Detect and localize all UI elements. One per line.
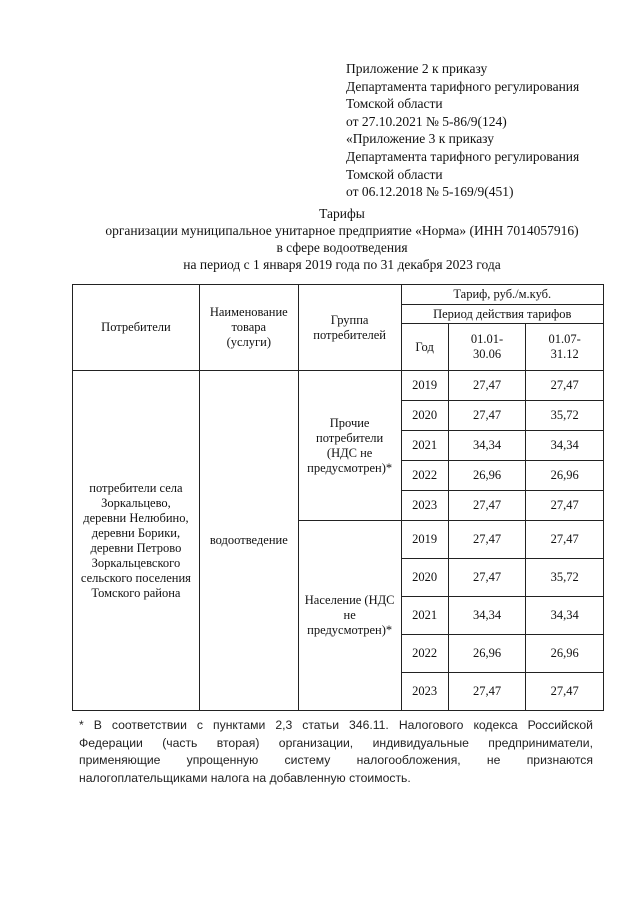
tariff-h1-cell: 27,47: [448, 521, 526, 559]
appendix-line: Томской области: [346, 166, 443, 182]
tariff-h1-cell: 27,47: [448, 559, 526, 597]
year-cell: 2023: [401, 673, 448, 711]
tariff-h2-cell: 26,96: [526, 635, 604, 673]
tariff-h1-cell: 27,47: [448, 401, 526, 431]
header-period: Период действия тарифов: [401, 305, 603, 324]
footnote-line: Федерации (часть вторая) организации, индивидуальные предприниматели,: [79, 735, 593, 750]
tariff-h2-cell: 27,47: [526, 673, 604, 711]
year-cell: 2019: [401, 371, 448, 401]
tariff-h1-cell: 34,34: [448, 597, 526, 635]
appendix-line: от 06.12.2018 № 5-169/9(451): [346, 184, 514, 200]
appendix-line: от 27.10.2021 № 5-86/9(124): [346, 113, 507, 129]
tariff-h1-cell: 27,47: [448, 673, 526, 711]
tariff-h2-cell: 35,72: [526, 559, 604, 597]
group-population: Население (НДС не предусмотрен)*: [298, 521, 401, 711]
appendix-line: Томской области: [346, 96, 443, 112]
service-cell: водоотведение: [199, 371, 298, 711]
year-cell: 2022: [401, 461, 448, 491]
header-service-name: Наименование товара (услуги): [199, 285, 298, 371]
tariff-h1-cell: 34,34: [448, 431, 526, 461]
tariff-h1-cell: 27,47: [448, 491, 526, 521]
year-cell: 2020: [401, 559, 448, 597]
year-cell: 2021: [401, 597, 448, 635]
header-consumers: Потребители: [73, 285, 200, 371]
header-year: Год: [401, 324, 448, 371]
footnote-line: налогоплательщиками налога на добавленную стоимость.: [79, 770, 411, 785]
document-title: [60, 205, 624, 273]
tariff-h2-cell: 34,34: [526, 431, 604, 461]
tariff-h1-cell: 27,47: [448, 371, 526, 401]
tariff-h2-cell: 27,47: [526, 491, 604, 521]
title-line: в сфере водоотведения: [276, 240, 408, 255]
appendix-line: «Приложение 3 к приказу: [346, 131, 494, 147]
appendix-block: [346, 60, 626, 201]
appendix-line: Департамента тарифного регулирования: [346, 148, 580, 164]
title-line: организации муниципальное унитарное предприятие «Норма» (ИНН 7014057916): [105, 223, 579, 238]
tariff-h2-cell: 27,47: [526, 371, 604, 401]
year-cell: 2023: [401, 491, 448, 521]
title-line: Тарифы: [319, 206, 365, 221]
tariff-h1-cell: 26,96: [448, 461, 526, 491]
appendix-line: Приложение 2 к приказу: [346, 61, 488, 76]
group-other-consumers: Прочие потребители (НДС не предусмотрен)*: [298, 371, 401, 521]
tariff-h2-cell: 26,96: [526, 461, 604, 491]
year-cell: 2019: [401, 521, 448, 559]
tariff-table: [72, 284, 604, 711]
footnote: [79, 717, 593, 787]
title-line: на период с 1 января 2019 года по 31 декабря 2023 года: [183, 257, 501, 272]
consumers-cell: потребители села Зоркальцево, деревни Нелюбино, деревни Борики, деревни Петрово Зоркальцевского сельского поселения Томского района: [73, 371, 200, 711]
appendix-line: Департамента тарифного регулирования: [346, 78, 580, 94]
header-first-half: 01.01-30.06: [448, 324, 526, 371]
tariff-h2-cell: 34,34: [526, 597, 604, 635]
header-tariff: Тариф, руб./м.куб.: [401, 285, 603, 305]
year-cell: 2020: [401, 401, 448, 431]
footnote-line: применяющие упрощенную систему налогообложения, не признаются: [79, 753, 593, 767]
header-second-half: 01.07-31.12: [526, 324, 604, 371]
year-cell: 2021: [401, 431, 448, 461]
tariff-h2-cell: 35,72: [526, 401, 604, 431]
tariff-h1-cell: 26,96: [448, 635, 526, 673]
year-cell: 2022: [401, 635, 448, 673]
footnote-line: * В соответствии с пунктами 2,3 статьи 346.11. Налогового кодекса Российской: [79, 718, 593, 732]
header-consumer-group: Группа потребителей: [298, 285, 401, 371]
tariff-h2-cell: 27,47: [526, 521, 604, 559]
